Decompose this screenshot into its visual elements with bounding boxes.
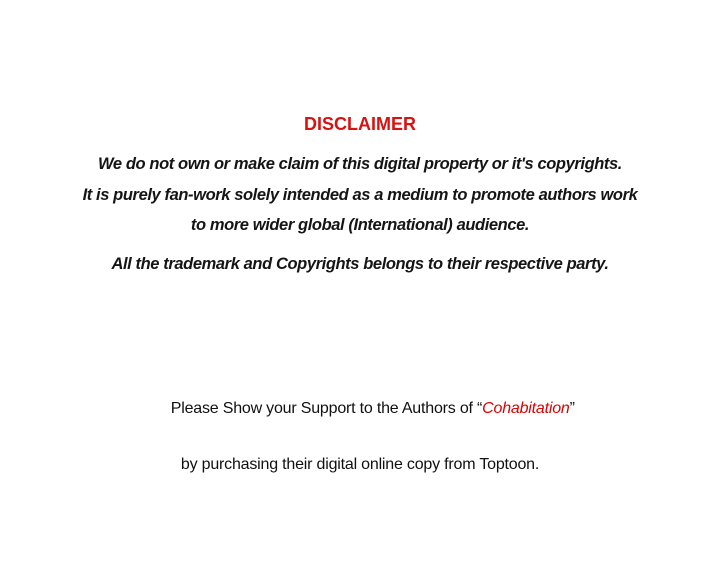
- support-note-line-1-prefix: Please Show your Support to the Authors of “: [170, 399, 483, 417]
- support-note: [0, 367, 720, 479]
- disclaimer-title: DISCLAIMER: [304, 114, 416, 134]
- disclaimer-body-line-3: to more wider global (International) audience.: [190, 216, 530, 234]
- disclaimer-body: [0, 149, 720, 241]
- support-note-line-2: by purchasing their digital online copy from Toptoon.: [180, 455, 540, 473]
- disclaimer-body-line-1: We do not own or make claim of this digital property or it's copyrights.: [98, 155, 622, 173]
- trademark-notice-line: All the trademark and Copyrights belongs to their respective party.: [111, 254, 609, 273]
- support-note-line-1: [0, 367, 720, 451]
- series-title-highlight: Cohabitation: [482, 399, 570, 417]
- support-note-line-1-suffix: ”: [569, 399, 575, 417]
- disclaimer-body-line-2: It is purely fan-work solely intended as a medium to promote authors work: [82, 185, 638, 204]
- trademark-notice: [0, 249, 720, 279]
